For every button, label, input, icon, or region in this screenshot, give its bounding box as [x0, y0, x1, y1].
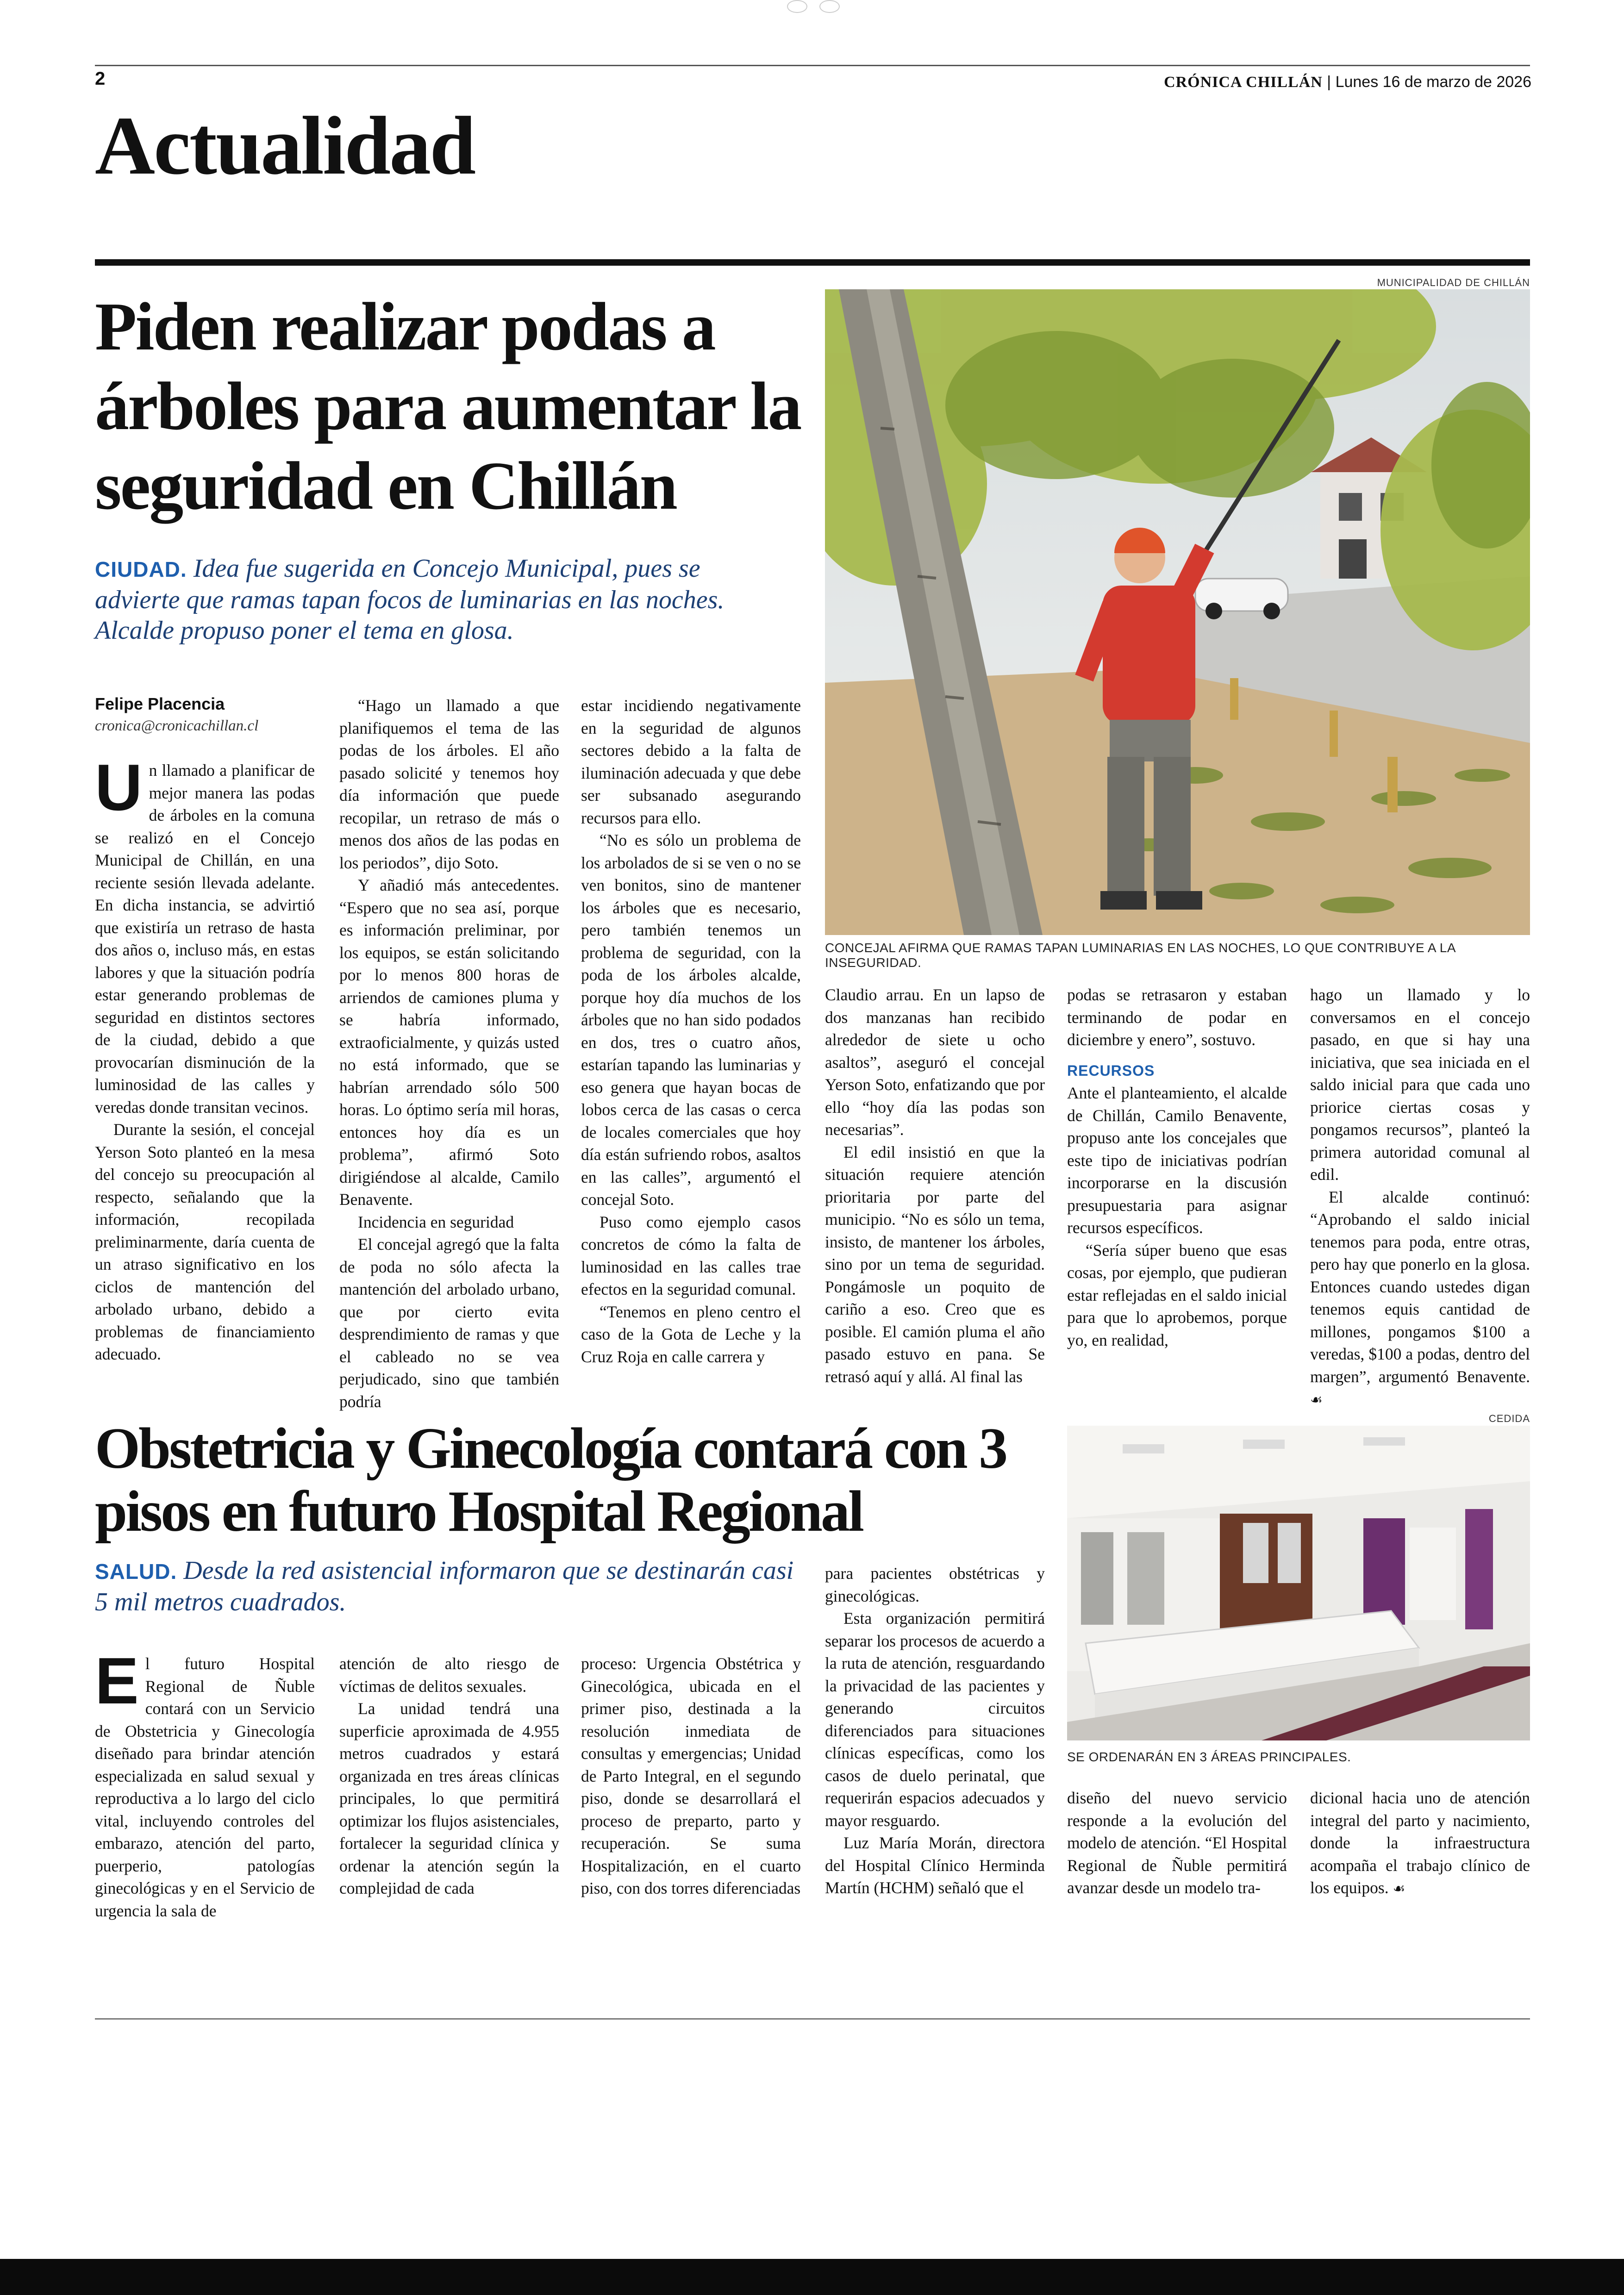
article1-col3-p2: “No es sólo un problema de los arbolados de si se ven o no se ven bonitos, sino de mantener los árboles que es necesario, pero también tenemos un problema de seguridad, con la poda de los árboles alcalde, porque hoy día muchos de los árboles que no han sido podados en dos, tres o cuatro años, estarían tapando las luminarias y eso genera que hayan bocas de lobos cerca de las casas o cerca de locales comerciales que hoy día están sufriendo robos, asaltos en las calles”, argumentó el concejal Soto. — [581, 831, 801, 1209]
article2-col4-p3: Luz María Morán, directora del Hospital Clínico Herminda Martín (HCHM) señaló que el — [825, 1834, 1045, 1897]
article1-kicker: CIUDAD. — [95, 557, 187, 581]
article1-col6-p1: hago un llamado y lo conversamos en el concejo pasado, en que si hay una iniciativa, que sea iniciada en el saldo inicial para que cada uno priorice ciertas cosas y pongamos recursos”, planteó la primera autoridad comunal al edil. — [1310, 985, 1530, 1184]
article2-headline: Obstetricia y Ginecología contará con 3 pisos en futuro Hospital Regional — [95, 1416, 1006, 1544]
article1-lede-text: Idea fue sugerida en Concejo Municipal, pues se advierte que ramas tapan focos de luminarias en las noches. Alcalde propuso poner el tema en glosa. — [95, 554, 725, 645]
article1-col1-p2: Durante la sesión, el concejal Yerson Soto planteó en la mesa del concejo su preocupación al respecto, señalando que la información, recopilada preliminarmente, daría cuenta de un atraso significativo en los ciclos de mantención del arbolado urbano, debido a problemas de financiamiento adecuado. — [95, 1120, 315, 1363]
section-title: Actualidad — [95, 100, 475, 192]
article1-caption: CONCEJAL AFIRMA QUE RAMAS TAPAN LUMINARIAS EN LAS NOCHES, LO QUE CONTRIBUYE A LA INSEGURIDAD. — [825, 941, 1455, 970]
article1-column-1 — [95, 751, 315, 1366]
article1-col3-p1: estar incidiendo negativamente en la seguridad de algunos sectores debido a la falta de iluminación adecuada y que debe ser subsanado asegurando recursos para ello. — [581, 696, 801, 827]
article2-photo — [1067, 1426, 1530, 1740]
article1-lede — [95, 553, 766, 646]
article1-byline: Felipe Placencia — [95, 694, 225, 713]
page-indicator-dot — [819, 0, 840, 13]
article1-col4-p2: El edil insistió en que la situación requiere atención prioritaria por parte del municipio. “No es sólo un tema, insisto, de mantener los árboles, sino por un tema de seguridad. Pongámosle un poquito de cariño a eso. Creo que es posible. El camión pluma el año pasado estuvo en pana. Se retrasó aquí y allá. Al final las — [825, 1142, 1045, 1386]
article2-dropcap: E — [95, 1644, 139, 1718]
article2-column-2 — [339, 1653, 559, 1900]
article1-col4-p1: Claudio arrau. En un lapso de dos manzanas han recibido alrededor de siete u ocho asaltos”, aseguró el concejal Yerson Soto, enfatizando que por ello “hoy día las podas son necesarias”. — [825, 985, 1045, 1139]
article1-col6-p2: El alcalde continuó: “Aprobando el saldo inicial tenemos para poda, entre otras, pero hay que ponerlo en la glosa. Entonces cuando ustedes digan tenemos equis cantidad de millones, pongamos $100 a veredas, $100 a podas, dentro del margen”, argumentó Benavente. — [1310, 1187, 1530, 1386]
bottom-bar — [0, 2259, 1624, 2295]
masthead-date: | Lunes 16 de marzo de 2026 — [1322, 73, 1531, 91]
article1-col2-p3: El concejal agregó que la falta de poda no sólo afecta la mantención del arbolado urbano, que por cierto evita desprendimiento de ramas y que el cableado no se vea perjudicado, sino que también podría — [339, 1235, 559, 1411]
article1-col1-p1: n llamado a planificar de mejor manera las podas de árboles en la comuna se realizó en el Concejo Municipal de Chillán, en una reciente sesión llevada adelante. En dicha instancia, se advirtió que existiría un retraso de hasta dos años o, incluso más, en estas labores y que la situación podría estar generando problemas de seguridad en distintos sectores de la ciudad, debido a que provocarían disminución de la luminosidad de las calles y veredas donde transitan vecinos. — [95, 761, 315, 1116]
article1-section-recursos: RECURSOS — [1067, 1062, 1155, 1079]
article2-photo-credit: CEDIDA — [1488, 1413, 1530, 1424]
article1-col5-p3: “Sería súper bueno que esas cosas, por ejemplo, que pudieran estar reflejadas en el saldo inicial para que lo aprobemos, porque yo, en realidad, — [1067, 1241, 1287, 1349]
article2-col4-p2: Esta organización permitirá separar los procesos de acuerdo a la ruta de atención, resguardando la privacidad de las pacientes y generando circuitos diferenciados para situaciones clínicas específicas, como los casos de duelo perinatal, que requerirán espacios adecuados y mayor resguardo. — [825, 1609, 1045, 1830]
article2-column-6 — [1310, 1787, 1530, 1901]
article2-col1-p1: l futuro Hospital Regional de Ñuble contará con un Servicio de Obstetricia y Ginecología diseñado para brindar atención especializada en salud sexual y reproductiva a lo largo del ciclo vital, incluyendo controles del embarazo, atención del parto, puerperio, patologías ginecológicas y en el Servicio de urgencia la sala de — [95, 1654, 315, 1920]
article1-dropcap: U — [95, 751, 143, 824]
article2-col5-p1: diseño del nuevo servicio responde a la evolución del modelo de atención. “El Hospital Regional de Ñuble permitirá avanzar desde un modelo tra- — [1067, 1789, 1287, 1897]
masthead-brand: CRÓNICA CHILLÁN — [1164, 74, 1323, 91]
article1-column-6 — [1310, 984, 1530, 1412]
article2-column-5 — [1067, 1787, 1287, 1899]
article1-column-4 — [825, 984, 1045, 1388]
article1-subhead: Incidencia en seguridad — [358, 1212, 514, 1231]
article2-column-1 — [95, 1644, 315, 1922]
article2-caption: SE ORDENARÁN EN 3 ÁREAS PRINCIPALES. — [1067, 1750, 1351, 1764]
article2-lede — [95, 1555, 812, 1617]
footer-rule — [95, 2018, 1530, 2020]
article1-column-3 — [581, 694, 801, 1368]
article2-col2-p2: La unidad tendrá una superficie aproximada de 4.955 metros cuadrados y estará organizada en tres áreas clínicas principales, lo que permitirá optimizar los flujos asistenciales, fortalecer la seguridad clínica y ordenar la atención según la complejidad de cada — [339, 1699, 559, 1897]
article1-col5-p1: podas se retrasaron y estaban terminando de podar en diciembre y enero”, sostuvo. — [1067, 985, 1287, 1049]
tree-pruning-photo — [825, 289, 1530, 935]
article1-col3-p3: Puso como ejemplo casos concretos de cómo la falta de luminosidad en las calles trae efectos en la seguridad comunal. — [581, 1212, 801, 1298]
article2-column-3 — [581, 1653, 801, 1900]
page-number: 2 — [95, 69, 106, 89]
article2-lede-text: Desde la red asistencial informaron que se destinarán casi 5 mil metros cuadrados. — [95, 1556, 794, 1616]
article2-kicker: SALUD. — [95, 1559, 177, 1584]
article1-photo — [825, 289, 1530, 935]
page-indicator-dot — [787, 0, 807, 13]
article1-column-2 — [339, 694, 559, 1413]
article2-col2-p1: atención de alto riesgo de víctimas de delitos sexuales. — [339, 1654, 559, 1696]
section-rule — [95, 259, 1530, 266]
article1-col3-p4: “Tenemos en pleno centro el caso de la Gota de Leche y la Cruz Roja en calle carrera y — [581, 1302, 801, 1366]
article1-col2-p1: “Hago un llamado a que planifiquemos el tema de las podas de los árboles. El año pasado solicité y tenemos hoy día información que puede recopilar, un retraso de más o menos dos años de las podas en los periodos”, dijo Soto. — [339, 696, 559, 872]
article1-headline: Piden realizar podas a árboles para aumentar la seguridad en Chillán — [95, 289, 801, 524]
article1-email: cronica@cronicachillan.cl — [95, 717, 259, 734]
article2-col6-p1: dicional hacia uno de atención integral del parto y nacimiento, donde la infraestructura acompaña el trabajo clínico de los equipos. — [1310, 1789, 1530, 1897]
hospital-interior-photo — [1067, 1426, 1530, 1740]
article2-column-4 — [825, 1562, 1045, 1899]
article1-photo-credit: MUNICIPALIDAD DE CHILLÁN — [1377, 277, 1530, 288]
article1-column-5 — [1067, 984, 1287, 1351]
masthead — [1164, 73, 1531, 91]
article2-col3-p1: proceso: Urgencia Obstétrica y Ginecológica, ubicada en el primer piso, destinada a la resolución inmediata de consultas y emergencias; Unidad de Parto Integral, en el segundo piso, donde se desarrollará el proceso de preparto, parto y recuperación. Se suma Hospitalización, en el cuarto piso, con dos torres diferenciadas — [581, 1654, 801, 1897]
article2-col4-p1: para pacientes obstétricas y ginecológicas. — [825, 1564, 1045, 1605]
article2-end-mark: ☙ — [1393, 1881, 1405, 1896]
article1-end-mark: ☙ — [1310, 1392, 1323, 1408]
article1-col2-p2: Y añadió más antecedentes. “Espero que no sea así, porque es información preliminar, por los equipos, se están solicitando por lo menos 800 horas de arriendos de camiones pluma y se habría informado, extraoficialmente, y quizás usted no está informado, que se habrían arrendado sólo 500 horas. Lo óptimo sería mil horas, entonces hoy día es un problema”, afirmó Soto dirigiéndose al alcalde, Camilo Benavente. — [339, 876, 559, 1209]
article1-col5-p2: Ante el planteamiento, el alcalde de Chillán, Camilo Benavente, propuso ante los concejales que este tipo de iniciativas podrían incorporarse en la discusión presupuestaria para asignar recursos específicos. — [1067, 1084, 1287, 1237]
header-rule — [95, 65, 1530, 66]
